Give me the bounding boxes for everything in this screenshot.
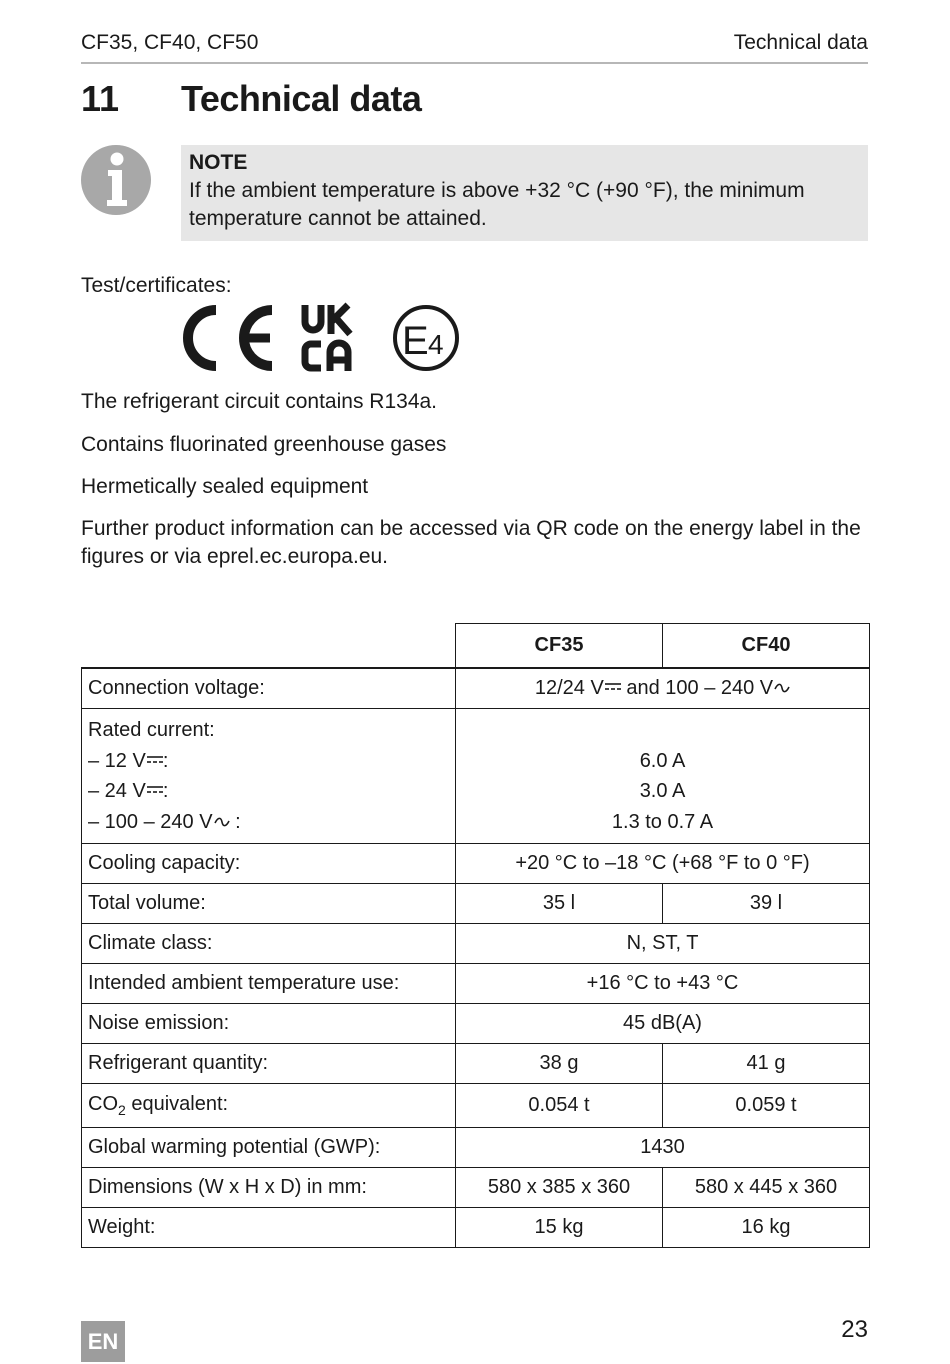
info-icon [81,145,151,215]
ac-symbol-icon [774,683,790,693]
refrigerant-text: The refrigerant circuit contains R134a. [81,390,438,413]
table-row [82,668,870,709]
table-row [82,844,870,884]
row-label-rated-current [82,709,456,844]
total-volume-cf40: 39 l [663,884,870,924]
table-row [82,884,870,924]
table-row [82,1084,870,1128]
row-label-climate-class: Climate class: [82,924,456,964]
weight-cf35: 15 kg [456,1208,663,1248]
row-label-noise-emission: Noise emission: [82,1004,456,1044]
note-title: NOTE [189,151,248,174]
row-label-total-volume: Total volume: [82,884,456,924]
header-divider [81,62,868,64]
table-header-blank [82,624,456,669]
row-label-gwp: Global warming potential (GWP): [82,1128,456,1168]
rated-current-ac-label: – 100 – 240 V : [88,810,241,833]
svg-text:E: E [402,319,429,363]
dc-symbol-icon [147,785,163,795]
section-number: 11 [81,78,120,119]
rated-current-24v-label: – 24 V : [88,780,169,802]
ac-symbol-icon [214,817,230,827]
table-header-row [82,624,870,669]
co2-equivalent-cf35: 0.054 t [456,1084,663,1128]
row-label-cooling-capacity: Cooling capacity: [82,844,456,884]
row-label-weight: Weight: [82,1208,456,1248]
noise-emission-value: 45 dB(A) [456,1004,870,1044]
refrigerant-quantity-cf35: 38 g [456,1044,663,1084]
co2-equivalent-cf40: 0.059 t [663,1084,870,1128]
note-text: If the ambient temperature is above +32 °C (+90 °F), the minimum temperature cannot be attained. [189,179,805,230]
table-row [82,1044,870,1084]
e4-mark-icon [395,307,457,369]
greenhouse-gases-text: Contains fluorinated greenhouse gases [81,433,447,456]
climate-class-value: N, ST, T [456,924,870,964]
certificates-label: Test/certificates: [81,274,232,297]
weight-cf40: 16 kg [663,1208,870,1248]
dc-symbol-icon [605,682,621,692]
row-label-refrigerant-quantity: Refrigerant quantity: [82,1044,456,1084]
dimensions-cf40: 580 x 445 x 360 [663,1168,870,1208]
rated-current-label: Rated current: [88,719,215,741]
column-header-cf35: CF35 [456,624,663,669]
ce-mark-icon [188,310,272,366]
language-badge: EN [81,1321,125,1362]
row-label-dimensions: Dimensions (W x H x D) in mm: [82,1168,456,1208]
column-header-cf40: CF40 [663,624,870,669]
table-row [82,964,870,1004]
gwp-value: 1430 [456,1128,870,1168]
total-volume-cf35: 35 l [456,884,663,924]
row-label-ambient-temperature: Intended ambient temperature use: [82,964,456,1004]
rated-current-24v-value: 3.0 A [639,780,686,802]
further-info-text: Further product information can be accessed via QR code on the energy label in the figures or via eprel.ec.europa.eu. [81,517,861,568]
page-header-section: Technical data [733,31,868,54]
rated-current-12v-label: – 12 V : [88,749,169,772]
certification-marks [180,300,465,376]
table-row [82,1208,870,1248]
page-number: 23 [841,1316,868,1343]
technical-data-table [81,623,870,1248]
note-box [181,145,868,241]
section-title: Technical data [181,78,422,119]
row-label-co2-equivalent: $CO_2$ equivalent: [82,1084,456,1128]
table-row [82,924,870,964]
page-header-models: CF35, CF40, CF50 [81,31,259,54]
ambient-temperature-value: +16 °C to +43 °C [456,964,870,1004]
table-row [82,1168,870,1208]
cooling-capacity-value: +20 °C to –18 °C (+68 °F to 0 °F) [456,844,870,884]
sealed-equipment-text: Hermetically sealed equipment [81,475,369,498]
rated-current-values [456,709,870,844]
rated-current-12v-value: 6.0 A [639,749,686,772]
svg-text:4: 4 [428,329,444,360]
refrigerant-quantity-cf40: 41 g [663,1044,870,1084]
table-row [82,709,870,844]
dc-symbol-icon [147,755,163,765]
rated-current-ac-value: 1.3 to 0.7 A [611,810,714,833]
row-label-connection-voltage: Connection voltage: [82,668,456,709]
connection-voltage-value: 12/24 V and 100 – 240 V [456,668,870,709]
table-row [82,1128,870,1168]
dimensions-cf35: 580 x 385 x 360 [456,1168,663,1208]
table-row [82,1004,870,1044]
ukca-mark-icon [305,305,350,371]
